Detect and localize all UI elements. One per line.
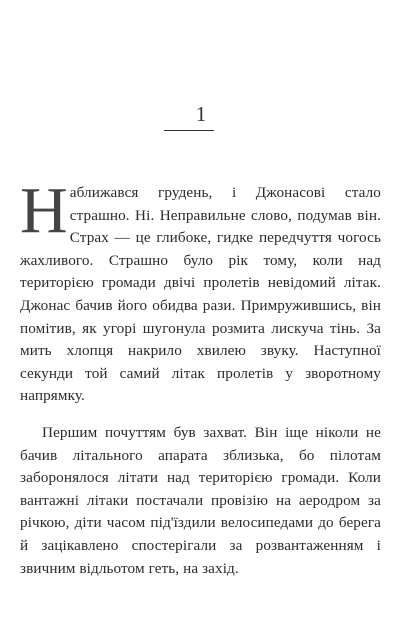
body-text xyxy=(20,174,381,580)
paragraph-1 xyxy=(20,174,381,408)
paragraph-2: Першим почуттям був захват. Він іще ніколи не бачив літального апарата зблизька, бо пілотам заборонялося літати над територією громади. Коли вантажні літаки постачали провізію на аеродром за річкою, діти часом під'їздили велосипедами до берега й зацікавлено спостерігали за розвантаженням і звичним відльотом геть, на захід. xyxy=(20,423,381,577)
paragraph-1-text: аближався грудень, і Джонасові стало страшно. Ні. Неправильне слово, подумав він. Страх — це глибоке, гидке передчуття чогось жахливого. Страшно було рік тому, коли над територією громади двічі пролетів невідомий літак. Джонас бачив його обидва рази. Примружившись, він помітив, як угорі шугонула розмита лискуча тінь. За мить хлопця накрило хвилею звуку. Наступної секунди той самий літак пролетів у зворотному напрямку. xyxy=(20,184,381,405)
drop-cap: Н xyxy=(20,174,68,247)
chapter-number: 1 xyxy=(195,102,207,126)
chapter-divider xyxy=(164,130,214,131)
